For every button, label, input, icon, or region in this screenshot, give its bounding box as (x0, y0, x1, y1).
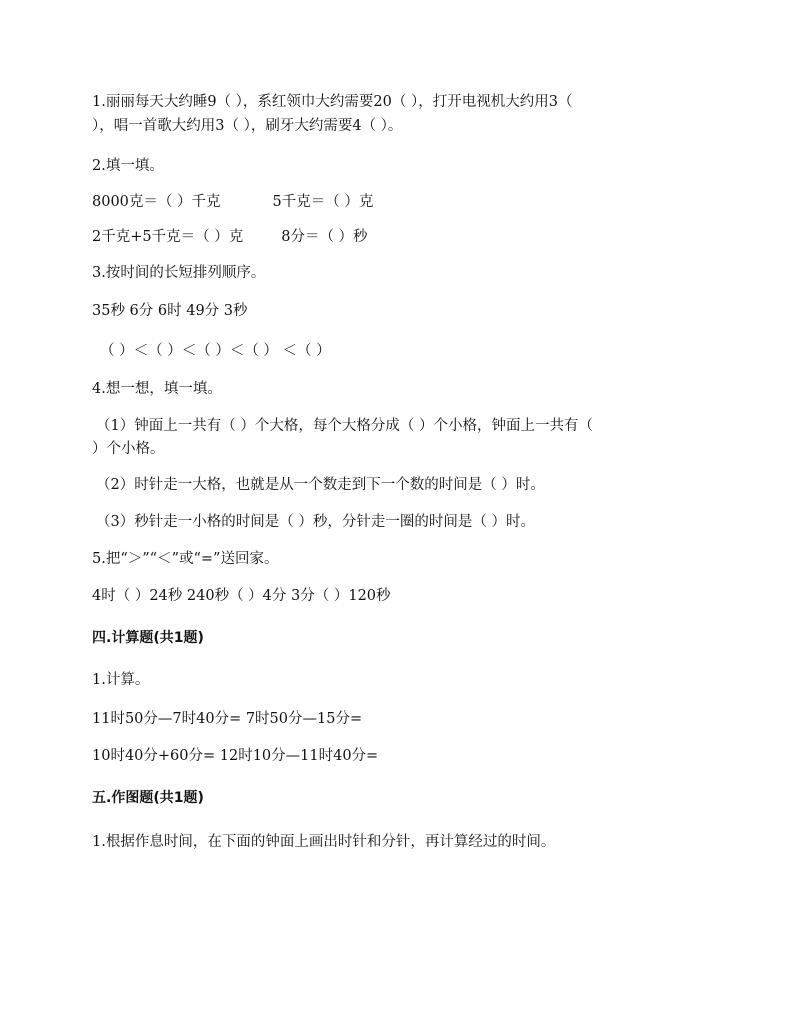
q4-p1-line1: （1）钟面上一共有（ ）个大格，每个大格分成（ ）个小格，钟面上一共有（ (96, 418, 593, 434)
q4-title: 4.想一想，填一填。 (92, 381, 222, 397)
q2-a: 8000克＝（ ）千克 (92, 194, 221, 210)
q3-title: 3.按时间的长短排列顺序。 (92, 265, 266, 281)
q3-items: 35秒 6分 6时 49分 3秒 (92, 303, 248, 319)
q1-line2: ），唱一首歌大约用3（ ），刷牙大约需要4（ ）。 (92, 118, 403, 134)
q3-order: （ ）＜（ ）＜（ ）＜（ ） ＜（ ） (100, 343, 331, 359)
q4-p2: （2）时针走一大格，也就是从一个数走到下一个数的时间是（ ）时。 (96, 477, 545, 493)
section5-heading: 五.作图题(共1题) (92, 790, 204, 806)
q2-c: 2千克+5千克＝（ ）克 (92, 229, 244, 245)
section5-q1-title: 1.根据作息时间，在下面的钟面上画出时针和分针，再计算经过的时间。 (92, 834, 556, 850)
q2-row2 (92, 227, 368, 247)
section4-row2: 10时40分+60分= 12时10分—11时40分= (92, 748, 379, 764)
q2-b: 5千克＝（ ）克 (272, 194, 374, 210)
section4-row1: 11时50分—7时40分= 7时50分—15分= (92, 711, 363, 727)
q2-row1 (92, 192, 373, 212)
q2-d: 8分＝（ ）秒 (281, 229, 368, 245)
q5-items: 4时（ ）24秒 240秒（ ）4分 3分（ ）120秒 (92, 588, 391, 604)
q4-p3: （3）秒针走一小格的时间是（ ）秒，分针走一圈的时间是（ ）时。 (96, 514, 535, 530)
section4-q1-title: 1.计算。 (92, 672, 150, 688)
q5-title: 5.把“＞”“＜”或“=”送回家。 (92, 551, 279, 567)
q1-line1: 1.丽丽每天大约睡9（ ），系红领巾大约需要20（ ），打开电视机大约用3（ (92, 94, 573, 110)
q2-title: 2.填一填。 (92, 158, 164, 174)
section4-heading: 四.计算题(共1题) (92, 630, 204, 646)
q4-p1-line2: ）个小格。 (92, 441, 165, 457)
